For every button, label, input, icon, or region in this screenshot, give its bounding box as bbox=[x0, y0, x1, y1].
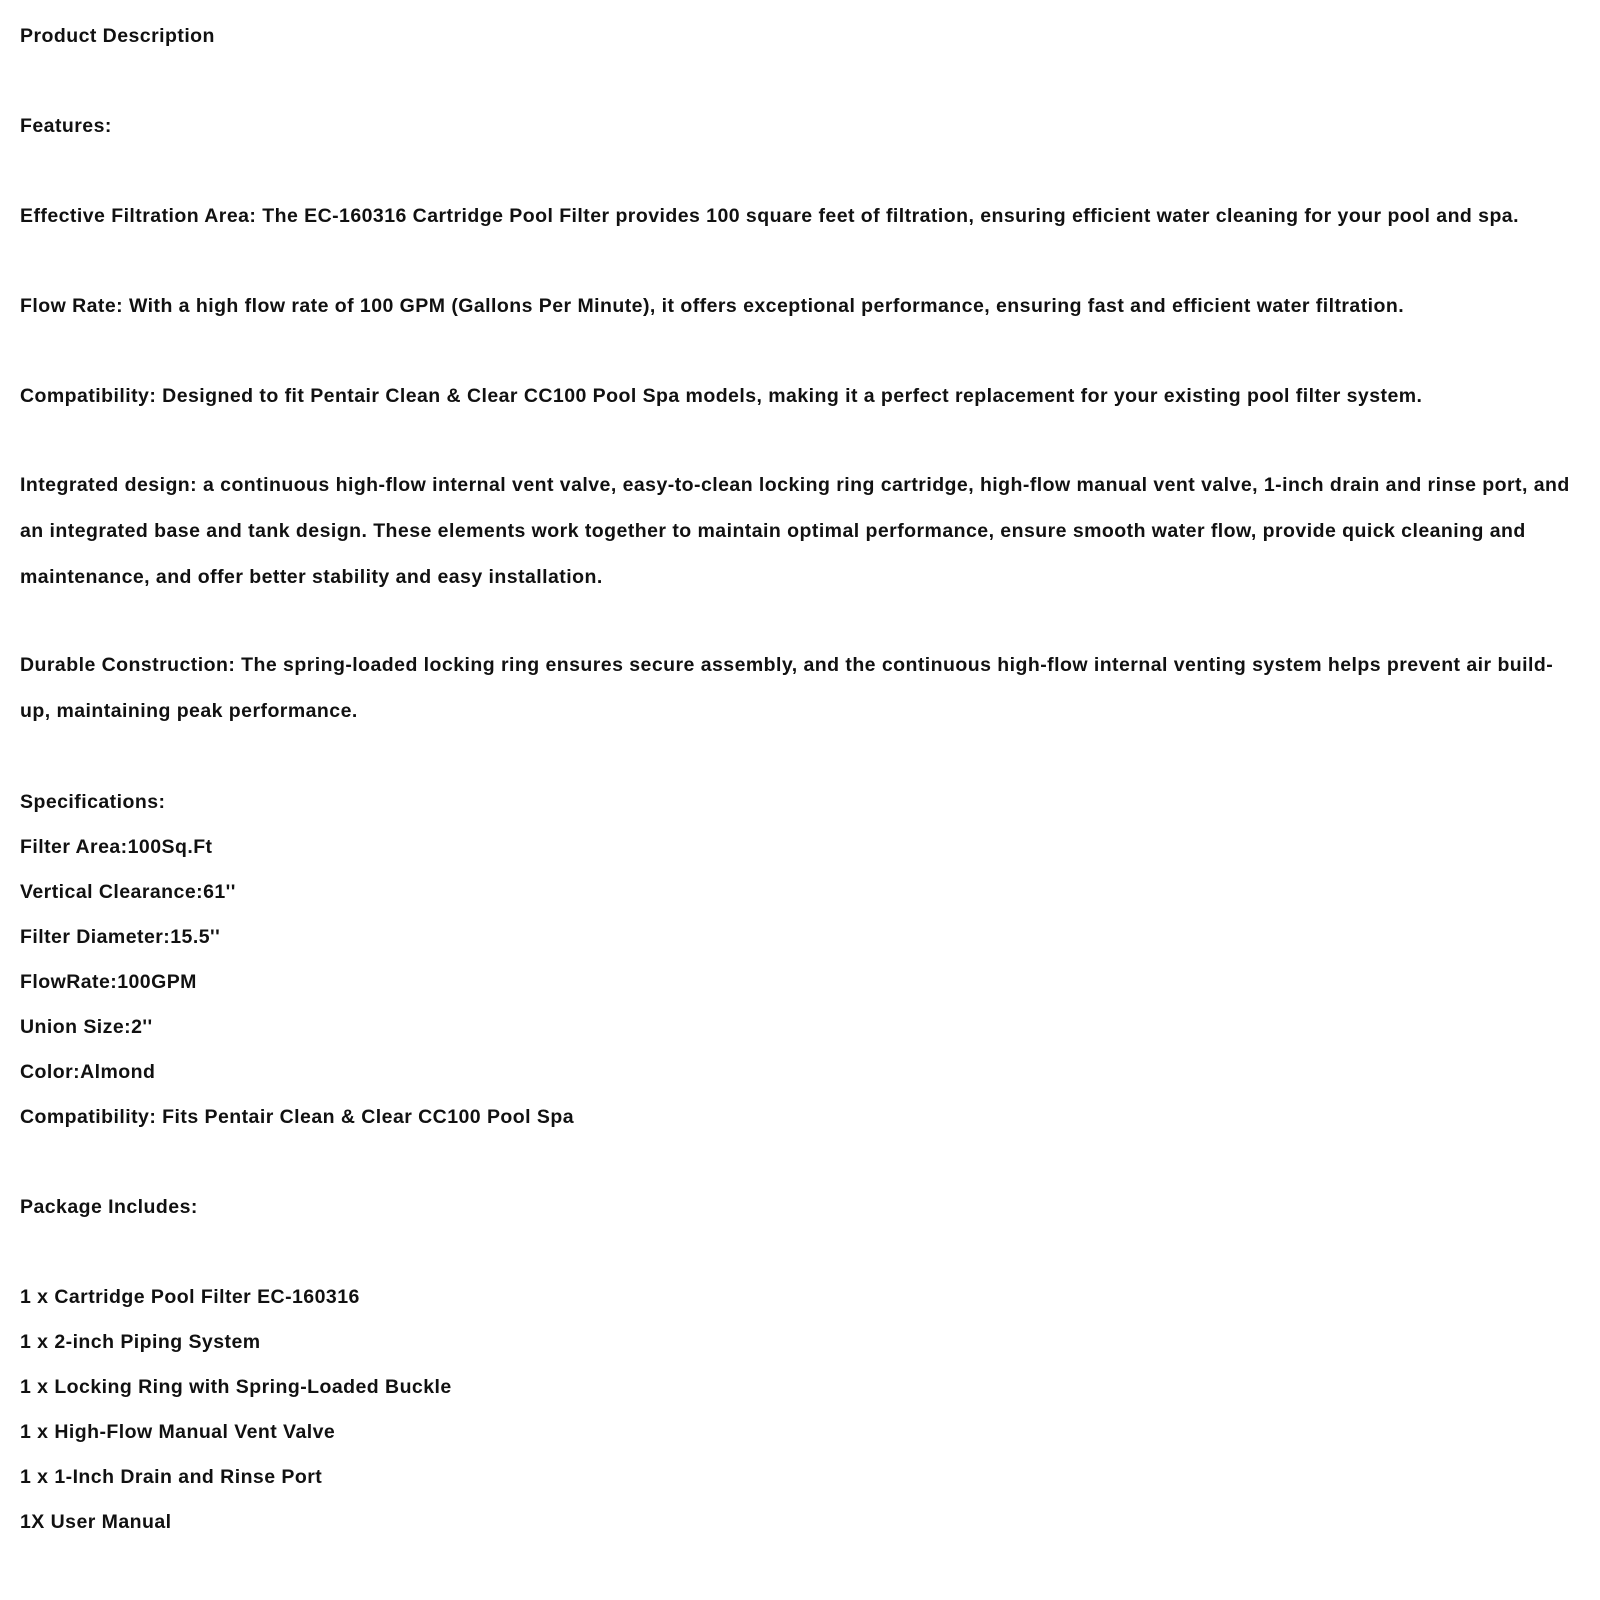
feature-integrated-design: Integrated design: a continuous high-flow internal vent valve, easy-to-clean locking ring cartridge, high-flow manual vent valve, 1-inch drain and rinse port, and an integrated base and tank design. These elements work together to maintain optimal performance, ensure smooth water flow, provide quick cleaning and maintenance, and offer better stability and easy installation. bbox=[20, 474, 1570, 588]
package-item: 1X User Manual bbox=[20, 1511, 172, 1533]
spec-color: Color:Almond bbox=[20, 1061, 156, 1083]
spec-union-size: Union Size:2'' bbox=[20, 1016, 153, 1038]
features-heading: Features: bbox=[20, 115, 112, 137]
feature-compatibility: Compatibility: Designed to fit Pentair Clean & Clear CC100 Pool Spa models, making it a perfect replacement for your existing pool filter system. bbox=[20, 385, 1423, 407]
package-item: 1 x Locking Ring with Spring-Loaded Buckle bbox=[20, 1376, 452, 1398]
feature-flow-rate: Flow Rate: With a high flow rate of 100 GPM (Gallons Per Minute), it offers exceptional performance, ensuring fast and efficient water filtration. bbox=[20, 295, 1405, 317]
spec-filter-area: Filter Area:100Sq.Ft bbox=[20, 836, 213, 858]
package-item: 1 x Cartridge Pool Filter EC-160316 bbox=[20, 1286, 360, 1308]
spec-vertical-clearance: Vertical Clearance:61'' bbox=[20, 881, 236, 903]
feature-filtration-area: Effective Filtration Area: The EC-160316 Cartridge Pool Filter provides 100 square feet of filtration, ensuring efficient water cleaning for your pool and spa. bbox=[20, 205, 1519, 227]
package-item: 1 x High-Flow Manual Vent Valve bbox=[20, 1421, 336, 1443]
package-item: 1 x 1-Inch Drain and Rinse Port bbox=[20, 1466, 323, 1488]
document-title: Product Description bbox=[20, 25, 215, 47]
spec-compatibility: Compatibility: Fits Pentair Clean & Clear CC100 Pool Spa bbox=[20, 1106, 574, 1128]
spec-filter-diameter: Filter Diameter:15.5'' bbox=[20, 926, 221, 948]
package-item: 1 x 2-inch Piping System bbox=[20, 1331, 261, 1353]
feature-durable-construction: Durable Construction: The spring-loaded locking ring ensures secure assembly, and the continuous high-flow internal venting system helps prevent air build-up, maintaining peak performance. bbox=[20, 654, 1554, 722]
spec-flow-rate: FlowRate:100GPM bbox=[20, 971, 197, 993]
specifications-heading: Specifications: bbox=[20, 791, 166, 813]
package-heading: Package Includes: bbox=[20, 1196, 198, 1218]
